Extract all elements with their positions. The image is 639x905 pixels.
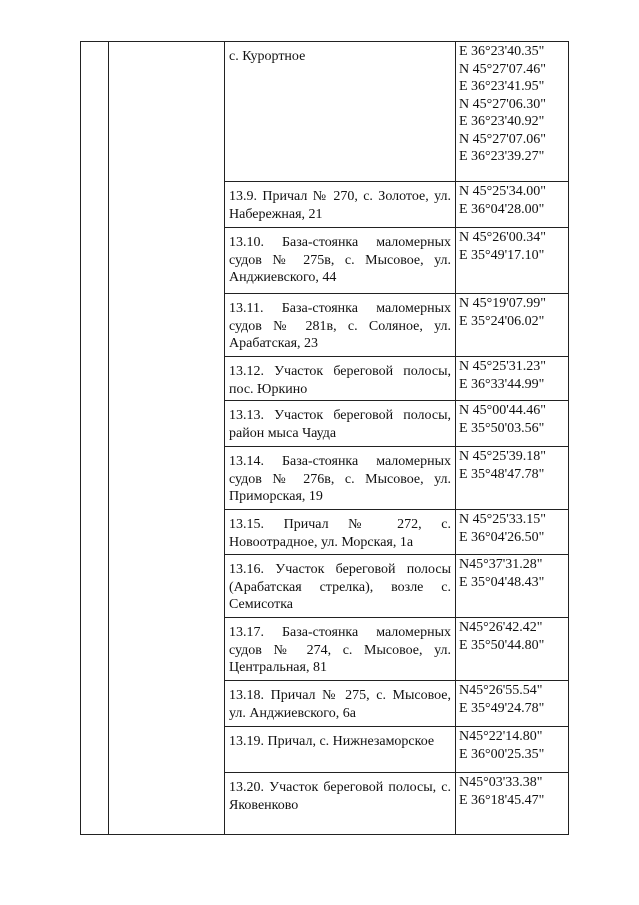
place-text: 13.19. Причал, с. Нижнезаморское (229, 734, 435, 749)
coordinate-value: E 36°00'25.35" (459, 746, 545, 762)
place-cell (225, 618, 456, 681)
coordinate-value: N 45°25'39.18" (459, 449, 546, 464)
coordinates-cell (456, 510, 569, 555)
coordinates-cell (456, 681, 569, 727)
place-text: 13.16. Участок береговой полосы (Арабатская стрелка), возле с. Семисотка (229, 562, 451, 612)
number-cell (81, 618, 109, 681)
coordinate-value: N45°37'31.28" (459, 557, 543, 572)
category-cell (109, 401, 225, 447)
category-cell (109, 294, 225, 357)
coordinate-value: N 45°26'00.34" (459, 230, 546, 245)
place-text: 13.13. Участок береговой полосы, район мыса Чауда (229, 408, 451, 441)
table-row (81, 447, 569, 510)
place-cell (225, 357, 456, 401)
table-row (81, 510, 569, 555)
coordinate-value: E 36°23'40.92" (459, 114, 545, 129)
number-cell (81, 447, 109, 510)
category-cell (109, 618, 225, 681)
coordinate-value: N45°22'14.80" (459, 729, 543, 744)
category-cell (109, 681, 225, 727)
place-cell (225, 401, 456, 447)
category-cell (109, 555, 225, 618)
number-cell (81, 555, 109, 618)
coordinates-cell (456, 294, 569, 357)
coordinates-cell (456, 42, 569, 182)
coordinates-cell (456, 228, 569, 294)
number-cell (81, 727, 109, 773)
coordinates-cell (456, 618, 569, 681)
table-row (81, 401, 569, 447)
number-cell (81, 357, 109, 401)
table-row (81, 773, 569, 835)
number-cell (81, 681, 109, 727)
place-cell (225, 681, 456, 727)
place-cell (225, 555, 456, 618)
coordinate-value: E 36°23'40.35" (459, 44, 545, 59)
table-row (81, 357, 569, 401)
coordinate-value: E 35°04'48.43" (459, 574, 545, 590)
place-text: 13.14. База-стоянка маломерных судов № 276в, с. Мысовое, ул. Приморская, 19 (229, 454, 451, 504)
coordinates-cell (456, 401, 569, 447)
category-cell (109, 182, 225, 228)
place-cell (225, 228, 456, 294)
table-row (81, 727, 569, 773)
place-text: 13.18. Причал № 275, с. Мысовое, ул. Анджиевского, 6а (229, 688, 451, 721)
coordinates-cell (456, 773, 569, 835)
table-row (81, 182, 569, 228)
coordinate-value: N 45°25'34.00" (459, 184, 546, 199)
category-cell (109, 228, 225, 294)
coordinate-value: N 45°27'07.06" (459, 131, 546, 147)
coordinate-value: E 35°49'17.10" (459, 247, 545, 263)
number-cell (81, 401, 109, 447)
coordinates-cell (456, 727, 569, 773)
category-cell (109, 447, 225, 510)
place-text: 13.12. Участок береговой полосы, пос. Юркино (229, 364, 451, 397)
coordinates-cell (456, 555, 569, 618)
category-cell (109, 727, 225, 773)
table-body (81, 42, 569, 835)
place-text: 13.11. База-стоянка маломерных судов № 281в, с. Соляное, ул. Арабатская, 23 (229, 301, 451, 351)
place-text: 13.15. Причал № 272, с. Новоотрадное, ул. Морская, 1а (229, 517, 451, 550)
coordinate-value: E 36°04'26.50" (459, 529, 545, 545)
coordinate-value: E 35°50'44.80" (459, 637, 545, 653)
category-cell (109, 773, 225, 835)
category-cell (109, 510, 225, 555)
coordinates-cell (456, 447, 569, 510)
coordinate-value: N45°26'42.42" (459, 620, 543, 635)
coordinates-cell (456, 357, 569, 401)
number-cell (81, 510, 109, 555)
place-cell (225, 510, 456, 555)
place-text: 13.17. База-стоянка маломерных судов № 274, с. Мысовое, ул. Центральная, 81 (229, 625, 451, 675)
table-row (81, 294, 569, 357)
coordinates-table (80, 41, 569, 835)
coordinate-value: N45°03'33.38" (459, 775, 543, 790)
coordinate-value: N 45°25'31.23" (459, 359, 546, 374)
coordinate-value: N 45°27'07.46" (459, 61, 546, 77)
coordinate-value: E 35°49'24.78" (459, 700, 545, 716)
coordinate-value: N 45°25'33.15" (459, 512, 546, 527)
table-row (81, 618, 569, 681)
number-cell (81, 294, 109, 357)
place-cell (225, 447, 456, 510)
table-row (81, 228, 569, 294)
place-text: с. Курортное (229, 49, 306, 64)
coordinates-cell (456, 182, 569, 228)
coordinate-value: E 36°33'44.99" (459, 376, 545, 392)
coordinate-value: N45°26'55.54" (459, 683, 543, 698)
number-cell (81, 228, 109, 294)
coordinate-value: E 36°23'41.95" (459, 79, 545, 94)
category-cell (109, 357, 225, 401)
coordinate-value: N 45°00'44.46" (459, 403, 546, 418)
coordinate-value: N 45°27'06.30" (459, 96, 546, 112)
place-cell (225, 182, 456, 228)
number-cell (81, 182, 109, 228)
coordinate-value: E 36°23'39.27" (459, 149, 545, 164)
table-row (81, 42, 569, 182)
place-text: 13.9. Причал № 270, с. Золотое, ул. Набережная, 21 (229, 189, 451, 222)
number-cell (81, 42, 109, 182)
place-cell (225, 294, 456, 357)
category-cell (109, 42, 225, 182)
table-row (81, 681, 569, 727)
coordinate-value: E 35°24'06.02" (459, 313, 545, 329)
place-text: 13.10. База-стоянка маломерных судов № 275в, с. Мысовое, ул. Анджиевского, 44 (229, 235, 451, 285)
coordinate-value: E 36°18'45.47" (459, 792, 545, 808)
place-cell (225, 42, 456, 182)
number-cell (81, 773, 109, 835)
table-row (81, 555, 569, 618)
coordinate-value: E 36°04'28.00" (459, 201, 545, 217)
coordinate-value: N 45°19'07.99" (459, 296, 546, 311)
place-cell (225, 727, 456, 773)
place-cell (225, 773, 456, 835)
coordinate-value: E 35°48'47.78" (459, 466, 545, 482)
coordinate-value: E 35°50'03.56" (459, 420, 545, 436)
place-text: 13.20. Участок береговой полосы, с. Яковенково (229, 780, 451, 813)
